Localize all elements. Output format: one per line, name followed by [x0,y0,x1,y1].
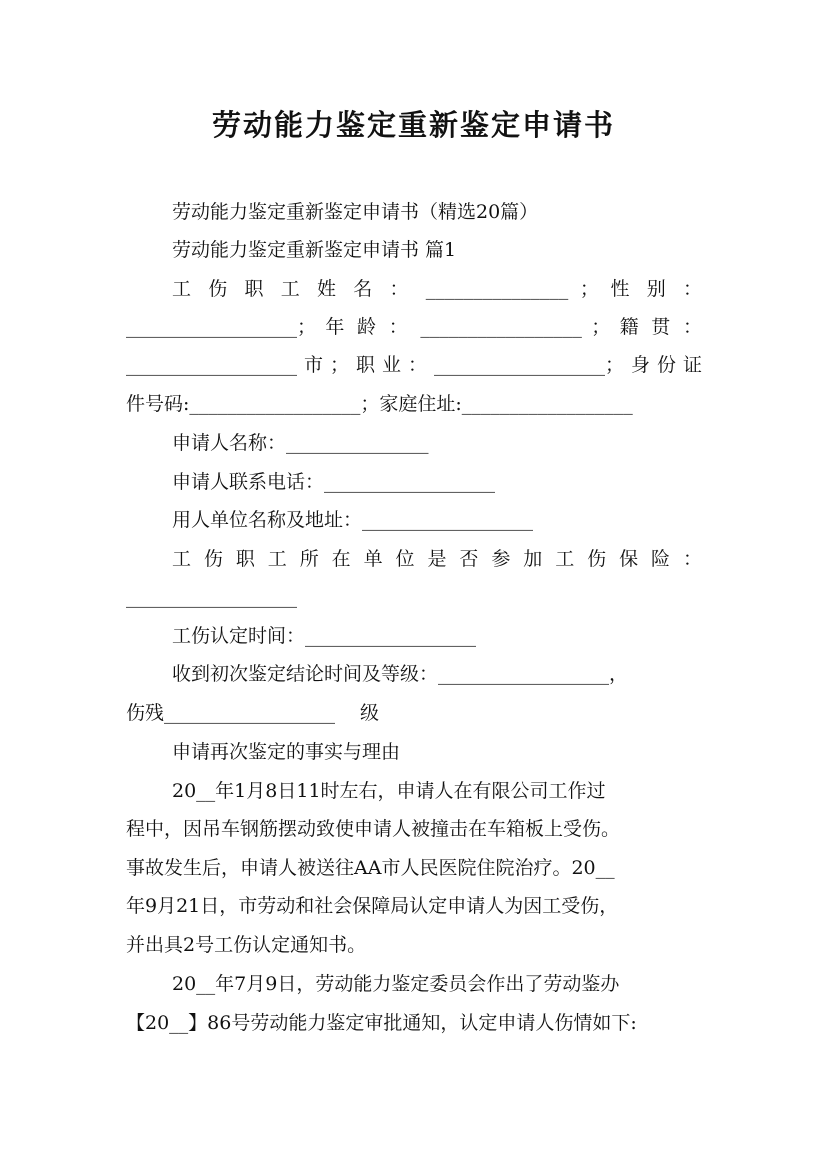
form-line-injury-date: 工伤认定时间：__________________ [172,625,477,647]
document-title: 劳动能力鉴定重新鉴定申请书 [211,108,615,142]
paragraph-line: 【20__】86号劳动能力鉴定审批通知，认定申请人伤情如下: [126,1012,637,1034]
form-line-idno-address: 件号码:__________________；家庭住址:__________________ [126,393,633,415]
paragraph-line: 20__年7月9日，劳动能力鉴定委员会作出了劳动鉴办 [172,973,620,995]
section-reason-heading: 申请再次鉴定的事实与理由 [172,741,401,763]
subtitle-line: 劳动能力鉴定重新鉴定申请书（精选20篇） [172,201,539,223]
paragraph-line: 事故发生后，申请人被送往AA市人民医院住院治疗。20__ [126,857,615,879]
form-line-age-origin: __________________； 年 龄 ： _________________ ； 籍 贯 ： [126,316,702,338]
form-line-name-gender: 工 伤 职 工 姓 名 ： _______________ ； 性 别 ： [172,278,702,300]
paragraph-line: 程中，因吊车钢筋摆动致使申请人被撞击在车箱板上受伤。 [126,818,621,840]
form-line-insurance: 工 伤 职 工 所 在 单 位 是 否 参 加 工 伤 保 险 ： [172,548,702,570]
form-line-applicant-phone: 申请人联系电话：__________________ [172,471,496,493]
section-heading: 劳动能力鉴定重新鉴定申请书 篇1 [172,239,457,261]
form-line-applicant-name: 申请人名称：_______________ [172,432,429,454]
paragraph-line: 年9月21日，市劳动和社会保障局认定申请人为因工受伤， [126,895,619,917]
form-line-city-job-id: __________________市；职业：__________________；身份证 [126,354,702,376]
paragraph-line: 并出具2号工伤认定通知书。 [126,934,367,956]
form-line-insurance-blank: __________________ [126,586,297,608]
form-line-initial-result: 收到初次鉴定结论时间及等级：__________________， [172,663,629,685]
form-line-disability-level: 伤残__________________ 级 [126,702,380,724]
paragraph-line: 20__年1月8日11时左右，申请人在有限公司工作过 [172,780,606,802]
form-line-employer: 用人单位名称及地址：__________________ [172,509,534,531]
